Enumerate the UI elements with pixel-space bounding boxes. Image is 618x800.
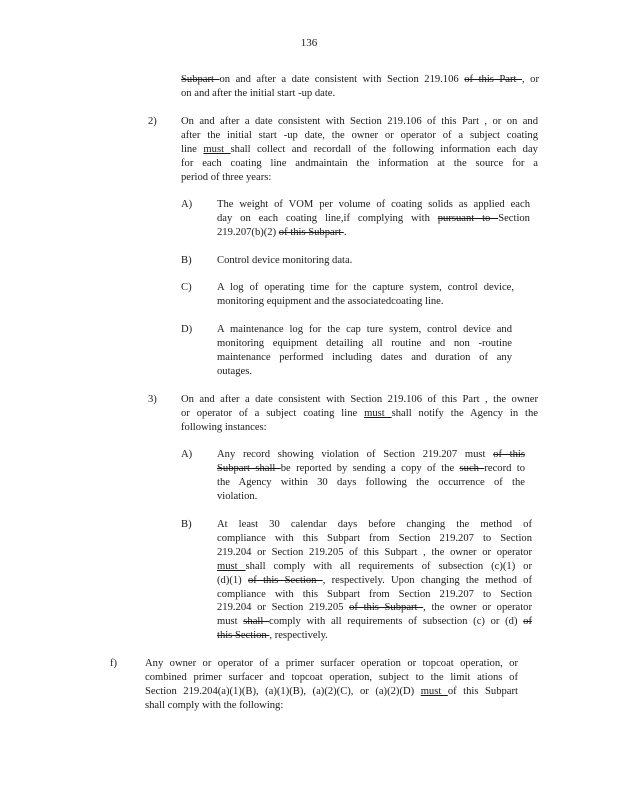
text-line bbox=[217, 574, 532, 588]
text-run: The weight of VOM per volume of coating solids as applied each bbox=[217, 199, 530, 210]
text-run: A log of operating time for the capture system, control device, bbox=[217, 282, 514, 293]
text-line bbox=[217, 295, 514, 309]
text-run: record to bbox=[484, 462, 526, 474]
text-run: , the owner or operator bbox=[423, 602, 532, 614]
text-run: 219.207(b)(2) bbox=[217, 226, 279, 238]
underlined-text: must bbox=[364, 407, 392, 419]
item-3-label: 3) bbox=[148, 394, 157, 405]
text-line bbox=[217, 629, 532, 643]
text-run: compliance with this Subpart from Section 219.207 to Section bbox=[217, 588, 532, 600]
underlined-text: must bbox=[203, 143, 231, 155]
text-line bbox=[217, 601, 532, 615]
text-run: Section 219.204(a)(1)(B), (a)(1)(B), (a)(2)(C), or (a)(2)(D) bbox=[145, 685, 421, 697]
text-line bbox=[217, 546, 532, 560]
text-run: Control device monitoring data. bbox=[217, 255, 353, 266]
text-run: must bbox=[464, 449, 494, 460]
text-run: 219.204 or Section 219.205 of this Subpart , the owner or operator bbox=[217, 546, 532, 558]
text-line bbox=[217, 615, 532, 629]
text-run: period of three years: bbox=[181, 171, 272, 183]
text-run: line bbox=[181, 143, 204, 155]
text-line bbox=[181, 87, 539, 101]
item-2d-label: D) bbox=[181, 324, 193, 335]
item-f-label: f) bbox=[110, 658, 118, 669]
strikethrough-text: such bbox=[459, 462, 485, 474]
item-2d-paragraph bbox=[217, 323, 512, 379]
text-run: monitoring equipment and the associatedcoating line. bbox=[217, 295, 444, 307]
text-run: violation. bbox=[217, 490, 258, 502]
text-run: compliance with this Subpart from Section 219.207 to Section bbox=[217, 532, 532, 544]
text-line bbox=[217, 490, 525, 504]
item-3a-paragraph bbox=[217, 448, 525, 504]
text-run: On and after a date consistent with Section 219.106 of this Part , or on and bbox=[181, 116, 538, 127]
text-line bbox=[217, 351, 512, 365]
strikethrough-text: of this Section bbox=[247, 574, 323, 586]
text-line bbox=[145, 671, 518, 685]
text-run: on and after the initial start -up date. bbox=[181, 87, 336, 99]
text-run: . bbox=[343, 226, 347, 238]
strikethrough-text: Subpart shall bbox=[217, 462, 281, 474]
text-line bbox=[145, 685, 518, 699]
text-run: Section bbox=[498, 212, 530, 224]
strikethrough-text: shall bbox=[243, 616, 269, 628]
text-run: be reported by sending a copy of the bbox=[280, 462, 460, 474]
text-run: the Agency within 30 days following the occurrence of the bbox=[217, 476, 525, 488]
text-line bbox=[217, 323, 512, 337]
item-3b-paragraph bbox=[217, 518, 532, 643]
item-2-label: 2) bbox=[148, 116, 157, 127]
underlined-text: must bbox=[217, 560, 246, 572]
text-run: following instances: bbox=[181, 421, 267, 433]
text-run: (d)(1) bbox=[217, 574, 248, 586]
text-line bbox=[217, 337, 512, 351]
text-line bbox=[181, 73, 539, 87]
strikethrough-text: of this Part bbox=[464, 74, 522, 85]
text-run: Any owner or operator of a primer surfacer operation or topcoat operation, or bbox=[145, 658, 518, 669]
text-line bbox=[217, 560, 532, 574]
text-line bbox=[217, 365, 512, 379]
strikethrough-text: of this bbox=[493, 449, 525, 460]
text-run: shall comply with the following: bbox=[145, 699, 284, 711]
strikethrough-text: Subpart bbox=[181, 74, 220, 85]
text-run: shall collect and recordall of the following information each day bbox=[230, 143, 538, 155]
item-f-paragraph bbox=[145, 657, 518, 713]
text-line bbox=[217, 226, 530, 240]
text-line bbox=[181, 421, 538, 435]
page-number: 136 bbox=[300, 37, 318, 49]
text-run: monitoring equipment detailing all routine and non -routine bbox=[217, 337, 512, 349]
item-2a-paragraph bbox=[217, 198, 530, 240]
text-run: or operator of a subject coating line bbox=[181, 407, 365, 419]
text-line bbox=[217, 518, 532, 532]
text-line bbox=[181, 143, 538, 157]
text-run: maintenance performed including dates and duration of any bbox=[217, 351, 512, 363]
text-run: , respectively. Upon changing the method of bbox=[322, 574, 533, 586]
item-3-paragraph bbox=[181, 393, 538, 435]
text-run: shall comply with all requirements of subsection (c)(1) or bbox=[245, 560, 532, 572]
text-run: day on each coating line,if complying with bbox=[217, 212, 438, 224]
text-line bbox=[217, 588, 532, 602]
text-run: for each coating line andmaintain the information at the source for a bbox=[181, 157, 538, 169]
text-run: must bbox=[217, 616, 244, 628]
text-run: of this Subpart bbox=[447, 685, 518, 697]
item-2-paragraph bbox=[181, 115, 538, 185]
item-2c-paragraph bbox=[217, 281, 514, 309]
text-run: , or bbox=[522, 74, 539, 85]
text-line bbox=[181, 407, 538, 421]
underlined-text: must bbox=[420, 685, 448, 697]
text-run: Any record showing violation of Section 219.207 bbox=[217, 449, 465, 460]
text-line bbox=[217, 448, 525, 462]
strikethrough-text: of this Subpart bbox=[349, 602, 424, 614]
item-2a-label: A) bbox=[181, 199, 193, 210]
text-line bbox=[181, 393, 538, 407]
item-2b-label: B) bbox=[181, 255, 192, 266]
text-run: on and after a date consistent with Section 219.106 bbox=[219, 74, 465, 85]
text-run: At least 30 calendar days before changing the method of bbox=[217, 519, 532, 530]
intro-paragraph bbox=[181, 73, 539, 101]
text-line bbox=[181, 171, 538, 185]
text-run: after the initial start -up date, the owner or operator of a subject coating bbox=[181, 129, 538, 141]
strikethrough-text: pursuant to bbox=[437, 212, 499, 224]
text-run: 219.204 or Section 219.205 bbox=[217, 602, 350, 614]
item-3a-label: A) bbox=[181, 449, 193, 460]
text-line bbox=[217, 462, 525, 476]
text-line bbox=[217, 476, 525, 490]
text-run: outages. bbox=[217, 365, 253, 377]
text-run: On and after a date consistent with Section 219.106 of this Part , the owner bbox=[181, 394, 538, 405]
text-line bbox=[145, 699, 518, 713]
text-run: comply with all requirements of subsection (c) or (d) bbox=[269, 616, 524, 628]
item-2c-label: C) bbox=[181, 282, 192, 293]
text-line bbox=[145, 657, 518, 671]
text-line bbox=[181, 129, 538, 143]
item-3b-label: B) bbox=[181, 519, 192, 530]
text-line bbox=[217, 532, 532, 546]
text-line bbox=[217, 198, 530, 212]
text-run: combined primer surfacer and topcoat operation, subject to the limit ations of bbox=[145, 671, 518, 683]
text-line bbox=[217, 212, 530, 226]
text-run: shall notify the Agency in the bbox=[391, 407, 538, 419]
strikethrough-text: of this Subpart bbox=[278, 226, 344, 238]
text-line bbox=[217, 254, 530, 268]
text-run: , respectively. bbox=[269, 630, 328, 642]
strikethrough-text: this Section bbox=[217, 630, 270, 642]
item-2b-paragraph bbox=[217, 254, 530, 268]
strikethrough-text: of bbox=[523, 616, 532, 628]
text-run: A maintenance log for the cap ture system, control device and bbox=[217, 324, 512, 335]
text-line bbox=[217, 281, 514, 295]
text-line bbox=[181, 115, 538, 129]
text-line bbox=[181, 157, 538, 171]
